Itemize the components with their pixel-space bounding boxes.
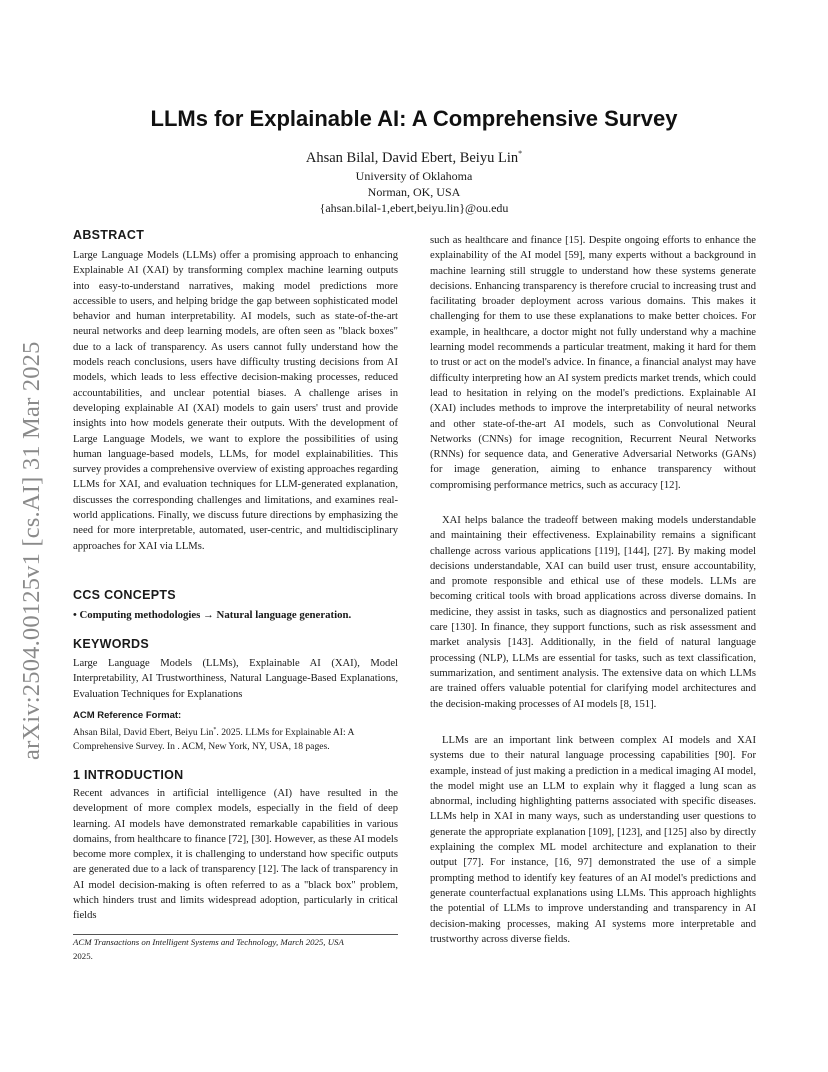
acm-reference-citation: . 2025. LLMs for Explainable AI: A Comprehensive Survey. In . ACM, New York, NY, USA, 18 pages. (73, 727, 354, 753)
acm-reference-text (73, 723, 398, 754)
affiliation: University of Oklahoma (355, 169, 473, 183)
ccs-concepts-text: • Computing methodologies → Natural language generation. (73, 609, 352, 621)
author-email: {ahsan.bilal-1,ebert,beiyu.lin}@ou.edu (319, 201, 509, 215)
author-names: Ahsan Bilal, David Ebert, Beiyu Lin (305, 149, 519, 166)
introduction-heading: 1 INTRODUCTION (73, 768, 184, 782)
arxiv-identifier-stamp: arXiv:2504.00125v1 [cs.AI] 31 Mar 2025 (18, 341, 45, 760)
author-footnote-mark: * (518, 149, 523, 158)
ccs-concepts-heading: CCS CONCEPTS (73, 588, 176, 602)
author-list (0, 149, 828, 167)
abstract-text: Large Language Models (LLMs) offer a promising approach to enhancing Explainable AI (XAI) by transforming complex machine learning outputs into easy-to-understand narratives, making model predictions more accessible to users, and helping bridge the gap between sophisticated model behavior and human interpretability. AI models, such as state-of-the-art neural networks and deep learning models, are often seen as "black boxes" due to a lack of transparency. As users cannot fully understand how the models reach conclusions, users have difficulty trusting decisions from AI models, which leads to less effective decision-making processes, reduced accountabilities, and unclear potential biases. A challenge arises in developing explainable AI (XAI) models to gain users' trust and provide insights into how models generate their outputs. With the development of Large Language Models, we want to explore the possibilities of using human language-based models, LLMs, for model explainabilities. This survey provides a comprehensive overview of existing approaches regarding LLMs for XAI, and evaluation techniques for LLM-generated explanation, discusses the corresponding challenges and limitations, and examines real-world applications. Finally, we discuss future directions by emphasizing the need for more interpretable, automated, user-centric, and multidisciplinary approaches for XAI via LLMs. (73, 250, 398, 552)
footnote-rule (73, 934, 398, 935)
page-footer (73, 936, 403, 963)
acm-reference-mark: * (213, 727, 217, 733)
location: Norman, OK, USA (367, 185, 461, 199)
abstract-heading: ABSTRACT (73, 228, 145, 242)
right-column-paragraph-1: such as healthcare and finance [15]. Despite ongoing efforts to enhance the explainability of the AI model [59], many experts without a background in machine learning still struggle to understand how these systems generate decisions. Enhancing transparency is therefore crucial to increasing trust and facilitating broader deployment across various domains. This makes it challenging for them to use these explanations to make better choices. For example, in healthcare, a doctor might not fully understand why a machine learning model recommends a particular treatment, making it hard for them to trust or act on the model's advice. In finance, a financial analyst may have difficulty interpreting how an AI system predicts market trends, which could lead to hesitation in relying on the model's predictions. Explainable AI (XAI) includes methods to improve the interpretability of neural networks and other state-of-the-art AI models, such as Convolutional Neural Networks (CNNs) for image recognition, Recurrent Neural Networks (RNNs) for sequence data, and Generative Adversarial Networks (GANs) for image generation, aiming to enhance transparency without compromising performance metrics, such as accuracy [12]. (430, 235, 756, 491)
keywords-text: Large Language Models (LLMs), Explainable AI (XAI), Model Interpretability, AI Trustworthiness, Natural Language-Based Explanations, Evaluation Techniques for Explanations (73, 658, 398, 700)
introduction-paragraph-1: Recent advances in artificial intelligence (AI) have resulted in the development of more complex models, especially in the field of deep learning. AI models have demonstrated remarkable capabilities in various domains, from healthcare to finance [72], [30]. However, as these AI models become more complex, it is challenging to understand how specific outputs are generated due to a lack of transparency [12]. The lack of transparency in AI model decision-making is often referred to as a "black box" problem, which hinders trust and limits widespread adoption, particularly in critical fields (73, 788, 398, 922)
right-column-paragraph-3: LLMs are an important link between complex AI models and XAI systems due to their natural language processing capabilities [90]. For example, instead of just making a prediction in a medical imaging AI model, the model might use an LLM to explain why it flagged a lung scan as abnormal, including highlighting patterns associated with specific diseases. LLMs help in XAI in many ways, such as understanding user questions to generate the appropriate explanation [109], [123], and [125] also by directly explaining the complex ML model architecture and explanation to their output [77]. For instance, [16, 97] demonstrated the use of a simple prompting method to identify key features of an AI model's predictions and generate counterfactual explanations using LLMs. This approach highlights the potential of LLMs to improve understanding and transparency in AI decision-making processes, making AI systems more interpretable and trustworthy across diverse fields. (430, 735, 756, 945)
paper-title: LLMs for Explainable AI: A Comprehensive Survey (150, 106, 678, 131)
footer-venue: ACM Transactions on Intelligent Systems and Technology, March 2025, USA (73, 937, 344, 947)
acm-reference-heading: ACM Reference Format: (73, 710, 182, 721)
keywords-heading: KEYWORDS (73, 637, 150, 651)
footer-year: 2025. (73, 950, 93, 961)
right-column-paragraph-2: XAI helps balance the tradeoff between making models understandable and maintaining their effectiveness. Explainability remains a significant challenge across various applications [119], [144], [27]. By making model decisions understandable, XAI can build user trust, ensure accountability, and promote responsible and ethical use of these models. LLMs are becoming critical tools with broad applications across diverse domains. In medicine, they assist in tasks, such as diagnostics and personalized patient care [130]. In finance, they support functions, such as risk assessment and market analysis [143]. Additionally, in the field of natural language processing (NLP), LLMs are essential for tasks, such as text classification, summarization, and sentiment analysis. The extensive data on which LLMs are trained offers valuable potential for clarifying model architectures and the decision-making processes of AI models [8, 151]. (430, 515, 756, 710)
acm-reference-authors: Ahsan Bilal, David Ebert, Beiyu Lin (73, 727, 214, 739)
